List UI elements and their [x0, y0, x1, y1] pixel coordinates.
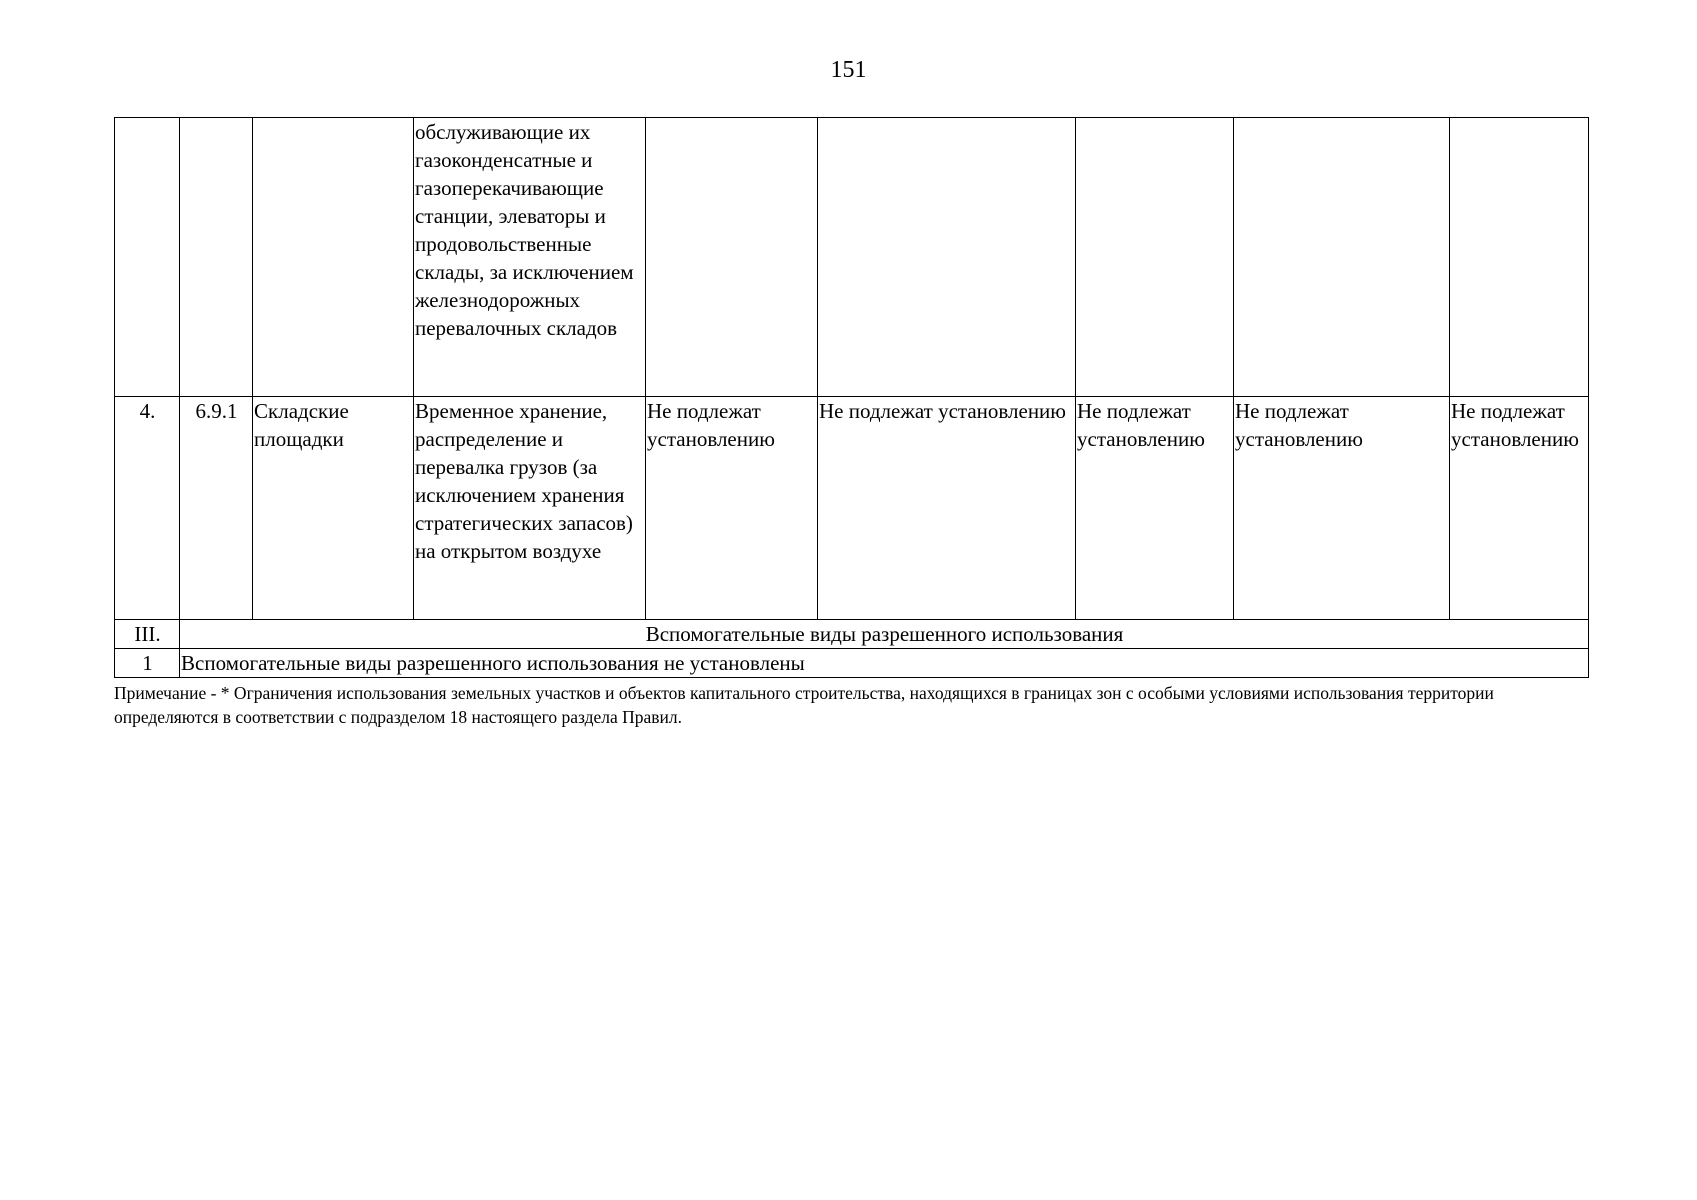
cell-param1	[646, 118, 818, 397]
cell-description: обслуживающие их газоконденсатные и газоперекачивающие станции, элеваторы и продовольственные склады, за исключением железнодорожных перевалочных складов	[414, 118, 646, 397]
cell-param4: Не подлежат установлению	[1234, 397, 1450, 620]
page-number: 151	[830, 57, 867, 83]
auxiliary-text: Вспомогательные виды разрешенного использования не установлены	[180, 649, 1589, 678]
cell-param2: Не подлежат установлению	[818, 397, 1076, 620]
cell-param3	[1076, 118, 1234, 397]
section-num: III.	[115, 620, 180, 649]
cell-num	[115, 118, 180, 397]
land-use-table	[114, 117, 1589, 678]
cell-description: Временное хранение, распределение и перевалка грузов (за исключением хранения стратегических запасов) на открытом воздухе	[414, 397, 646, 620]
cell-num: 4.	[115, 397, 180, 620]
cell-code: 6.9.1	[180, 397, 253, 620]
cell-param1: Не подлежат установлению	[646, 397, 818, 620]
cell-code	[180, 118, 253, 397]
section-title: Вспомогательные виды разрешенного использования	[180, 620, 1589, 649]
footnote: Примечание - * Ограничения использования земельных участков и объектов капитального строительства, находящихся в границах зон с особыми условиями использования территории определяются в соответствии с подразделом 18 настоящего раздела Правил.	[114, 683, 1494, 727]
cell-name: Складские площадки	[253, 397, 414, 620]
table-row-continued	[115, 118, 1589, 397]
cell-param4	[1234, 118, 1450, 397]
cell-param5	[1450, 118, 1589, 397]
section-heading-row	[115, 620, 1589, 649]
cell-param3: Не подлежат установлению	[1076, 397, 1234, 620]
table-row-4	[115, 397, 1589, 620]
cell-num: 1	[115, 649, 180, 678]
cell-param5: Не подлежат установлению	[1450, 397, 1589, 620]
cell-name	[253, 118, 414, 397]
cell-param2	[818, 118, 1076, 397]
auxiliary-row	[115, 649, 1589, 678]
